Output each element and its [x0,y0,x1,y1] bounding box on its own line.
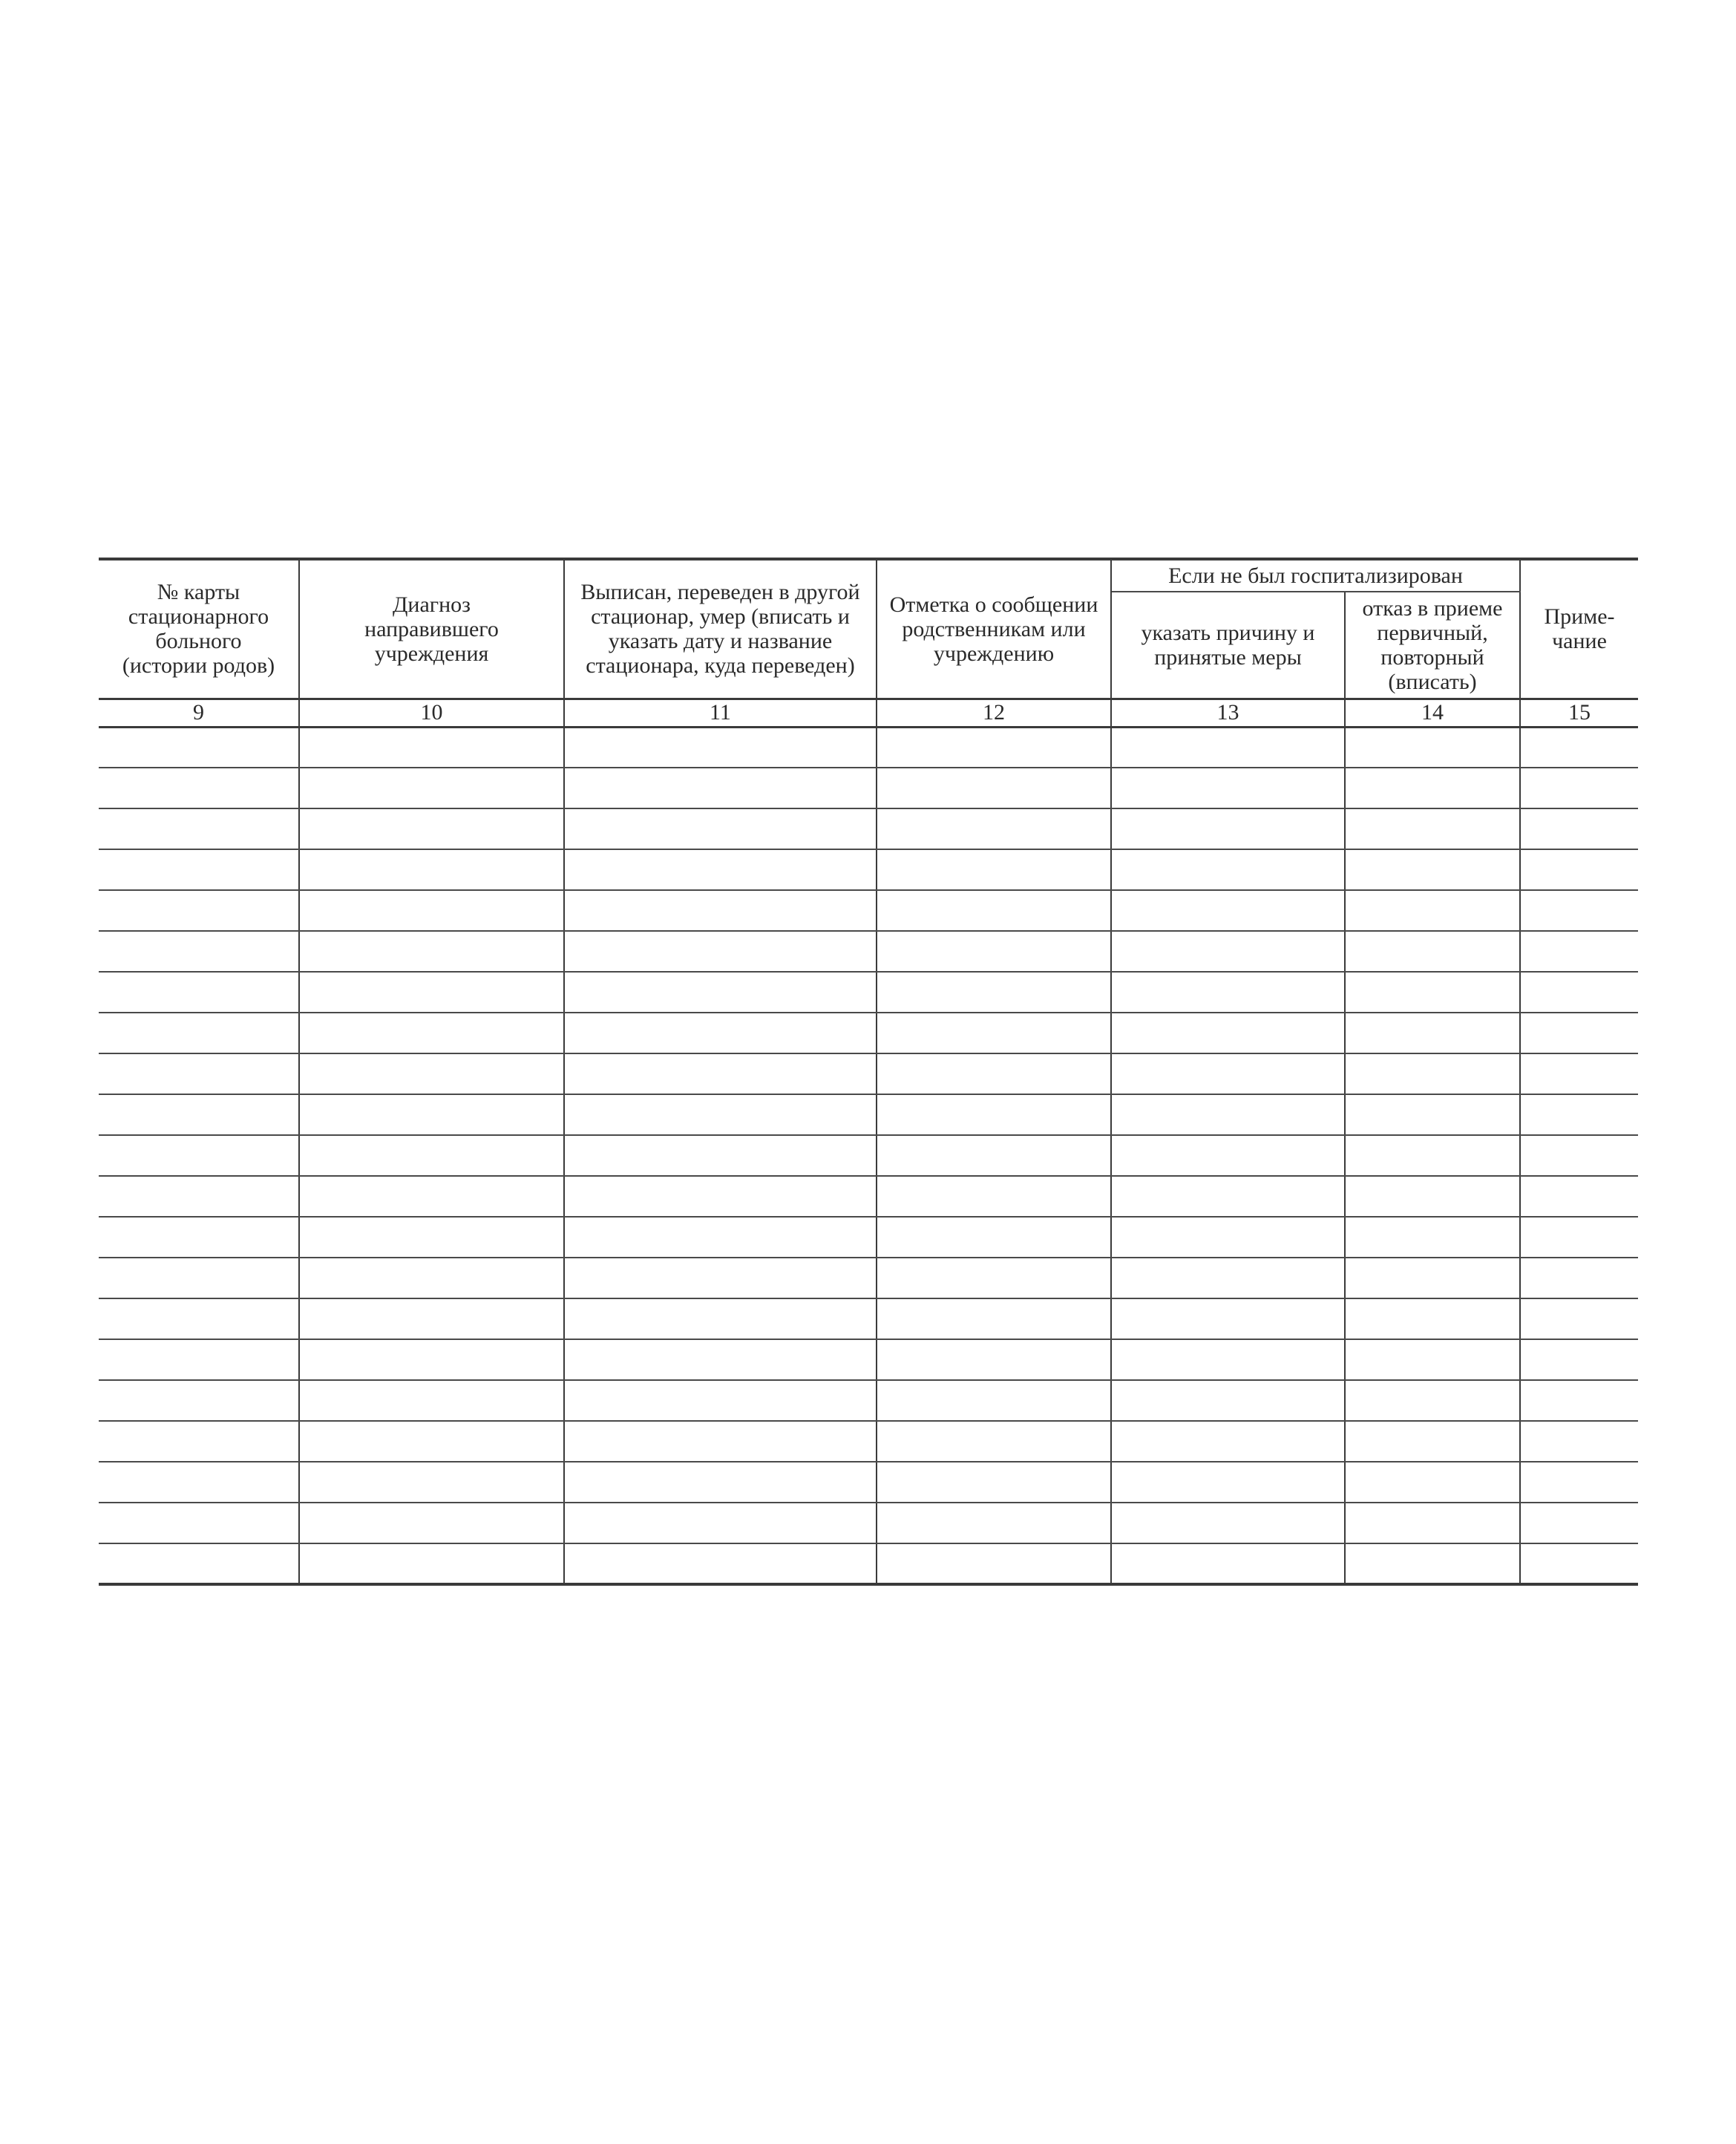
header-diagnosis [299,559,564,699]
table-cell [1520,1176,1638,1217]
column-number: 15 [1520,699,1638,727]
table-cell [1111,1503,1345,1543]
header-refusal [1345,592,1520,699]
table-cell [1520,890,1638,931]
table-cell [99,1462,299,1503]
table-cell [877,1380,1111,1421]
column-number: 9 [99,699,299,727]
table-cell [99,1421,299,1462]
table-cell [1111,768,1345,808]
table-cell [99,1135,299,1176]
table-cell [1111,849,1345,890]
table-cell [1520,1421,1638,1462]
table-cell [1111,972,1345,1013]
table-row [99,849,1638,890]
table-cell [1111,727,1345,768]
table-cell [1520,931,1638,972]
table-cell [99,890,299,931]
table-cell [299,1176,564,1217]
table-row [99,890,1638,931]
table-cell [99,849,299,890]
table-cell [1345,890,1520,931]
table-cell [1345,1339,1520,1380]
header-not-hospitalized-group [1111,559,1520,592]
table-cell [1345,808,1520,849]
table-cell [299,1462,564,1503]
table-cell [1111,890,1345,931]
table-cell [99,1543,299,1584]
table-cell [1111,1380,1345,1421]
table-row [99,1421,1638,1462]
table-cell [1520,1462,1638,1503]
column-number: 10 [299,699,564,727]
table-cell [1520,1258,1638,1298]
table-cell [299,1053,564,1094]
table-cell [1111,931,1345,972]
table-cell [564,1094,877,1135]
column-number: 12 [877,699,1111,727]
table-cell [877,1258,1111,1298]
column-number-row [99,699,1638,727]
table-cell [299,849,564,890]
column-number: 13 [1111,699,1345,727]
table-cell [564,931,877,972]
table-cell [1520,972,1638,1013]
table-cell [564,890,877,931]
table-cell [1345,849,1520,890]
table-cell [1345,1421,1520,1462]
table-cell [564,1503,877,1543]
table-cell [1520,1380,1638,1421]
table-cell [877,1013,1111,1053]
table-cell [1111,1094,1345,1135]
table-row [99,1013,1638,1053]
table-row [99,1217,1638,1258]
table-cell [564,1053,877,1094]
header-card-number-text: № карты стационарного больного (истории родов) [122,580,275,679]
table-cell [877,1053,1111,1094]
table-cell [877,1421,1111,1462]
header-discharge [564,559,877,699]
table-cell [1520,1503,1638,1543]
table-cell [1345,1013,1520,1053]
table-cell [299,1135,564,1176]
header-card-number [99,559,299,699]
table-cell [1520,1217,1638,1258]
table-cell [1345,1258,1520,1298]
table-cell [299,1013,564,1053]
table-cell [99,972,299,1013]
table-cell [99,931,299,972]
table-cell [1345,727,1520,768]
table-body [99,727,1638,1584]
table-cell [1111,1462,1345,1503]
table-row [99,931,1638,972]
table-cell [299,1258,564,1298]
table-cell [1520,768,1638,808]
register-table [99,558,1638,1586]
table-row [99,1339,1638,1380]
table-row [99,808,1638,849]
table-cell [299,1380,564,1421]
table-cell [877,727,1111,768]
table-cell [1345,1217,1520,1258]
table-cell [1345,1135,1520,1176]
table-row [99,1503,1638,1543]
table-cell [564,1421,877,1462]
table-cell [564,1298,877,1339]
table-cell [1520,727,1638,768]
table-cell [1111,808,1345,849]
table-cell [1520,1013,1638,1053]
table-cell [877,1462,1111,1503]
table-cell [299,931,564,972]
table-cell [877,890,1111,931]
table-row [99,1053,1638,1094]
table-cell [564,849,877,890]
table-cell [99,1258,299,1298]
table-cell [299,1503,564,1543]
table-cell [299,1339,564,1380]
table-row [99,1298,1638,1339]
table-cell [1520,1094,1638,1135]
table-cell [564,1013,877,1053]
table-cell [564,1176,877,1217]
table-row [99,727,1638,768]
table-cell [1345,1543,1520,1584]
table-row [99,1258,1638,1298]
table-cell [877,1094,1111,1135]
table-cell [877,1135,1111,1176]
table-cell [1111,1013,1345,1053]
table-cell [1111,1217,1345,1258]
header-diagnosis-text: Диагноз направившего учреждения [364,592,499,666]
table-cell [1111,1543,1345,1584]
table-row [99,1543,1638,1584]
table-cell [877,1217,1111,1258]
table-cell [299,1543,564,1584]
table-cell [1111,1135,1345,1176]
table-cell [99,1339,299,1380]
column-number: 14 [1345,699,1520,727]
table-cell [1111,1258,1345,1298]
table-cell [1345,1094,1520,1135]
table-cell [299,1094,564,1135]
table-cell [877,931,1111,972]
table-cell [1345,1380,1520,1421]
header-not-hospitalized-text: Если не был госпитализирован [1168,563,1463,588]
table-cell [877,1503,1111,1543]
table-cell [1520,1053,1638,1094]
table-cell [1520,1135,1638,1176]
table-cell [299,1298,564,1339]
table-row [99,1380,1638,1421]
header-refusal-text: отказ в приеме первичный, повторный (вписать) [1362,595,1503,694]
table-cell [1345,972,1520,1013]
table-cell [299,972,564,1013]
table-cell [1111,1176,1345,1217]
table-cell [99,768,299,808]
header-discharge-text: Выписан, переведен в другой стационар, умер (вписать и указать дату и название стационара, куда переведен) [580,580,860,679]
table-cell [1345,931,1520,972]
table-cell [1111,1339,1345,1380]
table-cell [99,727,299,768]
header-notification-text: Отметка о сообщении родственникам или учреждению [889,592,1098,666]
table-cell [564,768,877,808]
table-cell [1520,808,1638,849]
header-reason [1111,592,1345,699]
column-number: 11 [564,699,877,727]
table-cell [564,808,877,849]
table-row [99,1462,1638,1503]
table-cell [877,808,1111,849]
table-cell [1111,1421,1345,1462]
table-cell [299,890,564,931]
header-note [1520,559,1638,699]
table-cell [99,1094,299,1135]
table-cell [877,1339,1111,1380]
table-cell [99,1013,299,1053]
table-cell [1345,1053,1520,1094]
table-cell [564,1462,877,1503]
table-cell [877,768,1111,808]
table-cell [1520,1339,1638,1380]
table-row [99,1135,1638,1176]
table-cell [99,1053,299,1094]
table-cell [564,1380,877,1421]
table-cell [564,1543,877,1584]
table-cell [1345,1462,1520,1503]
table-cell [99,1217,299,1258]
table-cell [1345,768,1520,808]
table-cell [99,1298,299,1339]
table-cell [1111,1053,1345,1094]
table-cell [99,1176,299,1217]
table-cell [877,849,1111,890]
table-cell [99,1503,299,1543]
table-cell [299,768,564,808]
table-cell [299,808,564,849]
table-cell [877,1176,1111,1217]
table-cell [564,972,877,1013]
header-notification [877,559,1111,699]
table-cell [877,972,1111,1013]
table-cell [1520,1298,1638,1339]
table-cell [99,1380,299,1421]
table-cell [1520,1543,1638,1584]
table-cell [1520,849,1638,890]
table-row [99,768,1638,808]
header-note-text: Приме-чание [1544,604,1615,654]
table-cell [877,1543,1111,1584]
table-cell [564,1339,877,1380]
table-row [99,1094,1638,1135]
table-cell [564,1258,877,1298]
table-cell [299,727,564,768]
table-cell [564,727,877,768]
table-cell [99,808,299,849]
table-cell [1345,1503,1520,1543]
table-cell [564,1217,877,1258]
table-row [99,972,1638,1013]
table-cell [877,1298,1111,1339]
table-cell [1345,1176,1520,1217]
table-row [99,1176,1638,1217]
header-reason-text: указать причину и принятые меры [1141,620,1315,670]
table-cell [564,1135,877,1176]
table-cell [299,1421,564,1462]
table-cell [299,1217,564,1258]
table-cell [1111,1298,1345,1339]
table-cell [1345,1298,1520,1339]
